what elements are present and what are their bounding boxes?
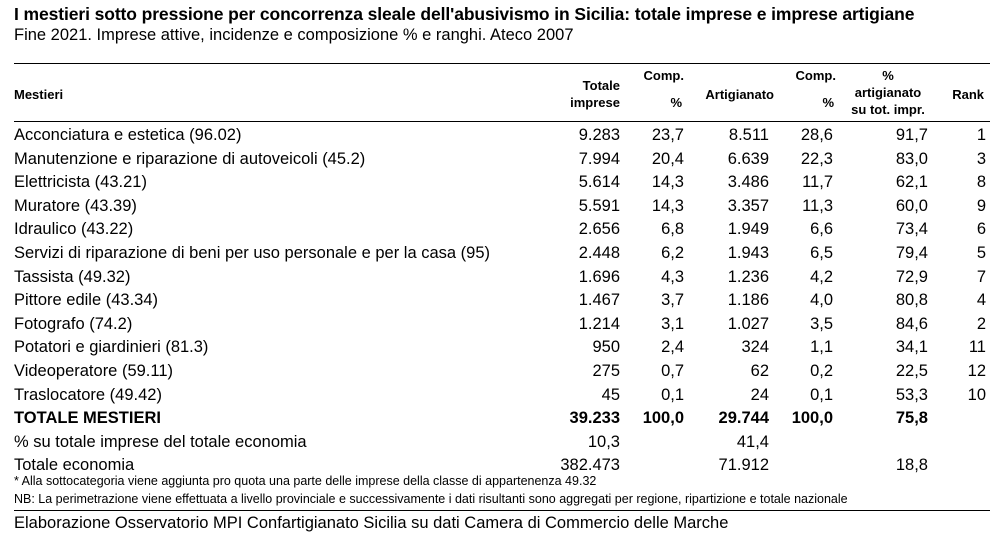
table-body xyxy=(14,124,990,478)
pct-artigianato-cell: 79,4 xyxy=(895,243,928,262)
pct-artigianato-cell: 73,4 xyxy=(895,220,928,239)
totale-imprese-cell: 1.214 xyxy=(578,314,620,333)
comp-artigianato-pct-cell: 28,6 xyxy=(800,126,833,144)
mestiere-cell: Fotografo (74.2) xyxy=(14,314,133,333)
rank-cell: 9 xyxy=(976,196,986,215)
mestiere-cell: Acconciatura e estetica (96.02) xyxy=(14,126,242,144)
table-row xyxy=(14,242,990,266)
totale-imprese-cell: 9.283 xyxy=(578,126,620,144)
totale-imprese-cell: 950 xyxy=(592,338,620,357)
header-mestieri: Mestieri xyxy=(14,87,64,102)
pct-artigianato-cell: 22,5 xyxy=(895,361,928,380)
table-row xyxy=(14,431,990,455)
table-subtitle: Fine 2021. Imprese attive, incidenze e composizione % e ranghi. Ateco 2007 xyxy=(14,26,574,44)
totale-imprese-cell: 1.696 xyxy=(578,267,620,286)
header-bottom-rule xyxy=(14,121,990,122)
mestiere-cell: Servizi di riparazione di beni per uso personale e per la casa (95) xyxy=(14,243,491,262)
rank-cell: 8 xyxy=(976,173,986,192)
table-row xyxy=(14,384,990,408)
pct-artigianato-cell: 34,1 xyxy=(895,338,928,357)
table-row xyxy=(14,336,990,360)
table-row xyxy=(14,195,990,219)
rank-cell: 3 xyxy=(976,149,986,168)
mestiere-cell: TOTALE MESTIERI xyxy=(14,409,161,428)
comp-pct-cell: 100,0 xyxy=(642,409,684,428)
comp-pct-cell: 0,1 xyxy=(661,385,684,404)
header-artigianato: Artigianato xyxy=(705,87,774,102)
mestiere-cell: Potatori e giardinieri (81.3) xyxy=(14,338,209,357)
rank-cell: 11 xyxy=(968,338,986,357)
comp-artigianato-pct-cell: 0,2 xyxy=(810,361,833,380)
artigianato-cell: 1.027 xyxy=(727,314,769,333)
comp-artigianato-pct-cell: 6,5 xyxy=(810,243,833,262)
table-row xyxy=(14,360,990,384)
table-row-total xyxy=(14,407,990,431)
comp-pct-cell: 14,3 xyxy=(651,196,684,215)
header-totale-line2: imprese xyxy=(570,95,620,110)
comp-artigianato-pct-cell: 6,6 xyxy=(810,220,833,239)
artigianato-cell: 71.912 xyxy=(718,456,769,475)
rank-cell: 7 xyxy=(976,267,986,286)
pct-artigianato-cell: 91,7 xyxy=(895,126,928,144)
footnote-perimetrazione: NB: La perimetrazione viene effettuata a livello provinciale e successivamente i dati risultanti sono aggregati per regione, ripartizione e totale nazionale xyxy=(14,492,848,506)
comp-artigianato-pct-cell: 11,7 xyxy=(802,173,833,192)
mestiere-cell: Muratore (43.39) xyxy=(14,196,137,215)
comp-pct-cell: 14,3 xyxy=(651,173,684,192)
comp-artigianato-pct-cell: 3,5 xyxy=(810,314,833,333)
totale-imprese-cell: 7.994 xyxy=(578,149,620,168)
mestiere-cell: % su totale imprese del totale economia xyxy=(14,432,307,451)
comp-pct-cell: 6,8 xyxy=(661,220,684,239)
comp-pct-cell: 23,7 xyxy=(651,126,684,144)
header-comp-line2: % xyxy=(670,95,682,110)
comp-artigianato-pct-cell: 100,0 xyxy=(791,409,833,428)
comp-artigianato-pct-cell: 4,2 xyxy=(810,267,833,286)
totale-imprese-cell: 275 xyxy=(592,361,620,380)
comp-pct-cell: 3,7 xyxy=(661,291,684,310)
comp-artigianato-pct-cell: 0,1 xyxy=(810,385,833,404)
comp-artigianato-pct-cell: 22,3 xyxy=(800,149,833,168)
mestiere-cell: Totale economia xyxy=(14,456,135,475)
comp-artigianato-pct-cell: 11,3 xyxy=(802,196,833,215)
mestiere-cell: Manutenzione e riparazione di autoveicoli (45.2) xyxy=(14,149,366,168)
totale-imprese-cell: 5.614 xyxy=(578,173,620,192)
mestiere-cell: Pittore edile (43.34) xyxy=(14,291,158,310)
table-title: I mestieri sotto pressione per concorrenza sleale dell'abusivismo in Sicilia: totale imprese e imprese artigiane xyxy=(14,4,915,24)
totale-imprese-cell: 2.656 xyxy=(578,220,620,239)
header-pct-line2: artigianato xyxy=(854,85,922,100)
totale-imprese-cell: 5.591 xyxy=(578,196,620,215)
artigianato-cell: 324 xyxy=(741,338,769,357)
footnote-sottocategoria: * Alla sottocategoria viene aggiunta pro quota una parte delle imprese della classe di appartenenza 49.32 xyxy=(14,474,597,488)
artigianato-cell: 41,4 xyxy=(736,432,769,451)
totale-imprese-cell: 2.448 xyxy=(578,243,620,262)
header-pct-line1: % xyxy=(882,68,894,83)
rank-cell: 6 xyxy=(976,220,986,239)
artigianato-cell: 1.943 xyxy=(727,243,769,262)
comp-artigianato-pct-cell: 4,0 xyxy=(810,291,833,310)
artigianato-cell: 3.486 xyxy=(727,173,769,192)
mestiere-cell: Traslocatore (49.42) xyxy=(14,385,162,404)
comp-pct-cell: 6,2 xyxy=(661,243,684,262)
rank-cell: 1 xyxy=(976,126,986,144)
comp-pct-cell: 4,3 xyxy=(661,267,684,286)
pct-artigianato-cell: 80,8 xyxy=(895,291,928,310)
header-comp2-line2: % xyxy=(822,95,834,110)
header-comp-line1: Comp. xyxy=(643,68,684,83)
rank-cell: 12 xyxy=(967,361,986,380)
header-rank: Rank xyxy=(952,87,984,102)
rank-cell: 4 xyxy=(976,291,986,310)
rank-cell: 5 xyxy=(976,243,986,262)
comp-pct-cell: 0,7 xyxy=(661,361,684,380)
pct-artigianato-cell: 18,8 xyxy=(895,456,928,475)
artigianato-cell: 3.357 xyxy=(727,196,769,215)
table-row xyxy=(14,266,990,290)
artigianato-cell: 1.186 xyxy=(727,291,769,310)
totale-imprese-cell: 39.233 xyxy=(569,409,620,428)
artigianato-cell: 29.744 xyxy=(718,409,769,428)
header-pct-line3: su tot. impr. xyxy=(851,102,925,117)
totale-imprese-cell: 1.467 xyxy=(578,291,620,310)
pct-artigianato-cell: 62,1 xyxy=(895,173,928,192)
artigianato-cell: 24 xyxy=(750,385,769,404)
header-totale-line1: Totale xyxy=(582,78,620,93)
table-row xyxy=(14,171,990,195)
artigianato-cell: 62 xyxy=(750,361,769,380)
table-row xyxy=(14,313,990,337)
artigianato-cell: 1.949 xyxy=(727,220,769,239)
header-comp2-line1: Comp. xyxy=(795,68,836,83)
rank-cell: 10 xyxy=(967,385,986,404)
pct-artigianato-cell: 84,6 xyxy=(895,314,928,333)
table-row xyxy=(14,148,990,172)
rank-cell: 2 xyxy=(976,314,986,333)
comp-pct-cell: 20,4 xyxy=(651,149,684,168)
totale-imprese-cell: 45 xyxy=(601,385,620,404)
mestiere-cell: Idraulico (43.22) xyxy=(14,220,134,239)
artigianato-cell: 1.236 xyxy=(727,267,769,286)
artigianato-cell: 6.639 xyxy=(727,149,769,168)
artigianato-cell: 8.511 xyxy=(728,126,769,144)
header-top-rule xyxy=(14,63,990,64)
pct-artigianato-cell: 83,0 xyxy=(895,149,928,168)
table-row xyxy=(14,124,990,148)
comp-pct-cell: 3,1 xyxy=(661,314,684,333)
mestiere-cell: Elettricista (43.21) xyxy=(14,173,147,192)
comp-artigianato-pct-cell: 1,1 xyxy=(810,338,833,357)
comp-pct-cell: 2,4 xyxy=(661,338,684,357)
mestiere-cell: Videoperatore (59.11) xyxy=(14,361,173,380)
mestiere-cell: Tassista (49.32) xyxy=(14,267,131,286)
pct-artigianato-cell: 75,8 xyxy=(895,409,928,428)
footer-rule xyxy=(14,510,990,511)
totale-imprese-cell: 382.473 xyxy=(560,456,620,475)
pct-artigianato-cell: 60,0 xyxy=(895,196,928,215)
table-row xyxy=(14,218,990,242)
pct-artigianato-cell: 72,9 xyxy=(895,267,928,286)
pct-artigianato-cell: 53,3 xyxy=(895,385,928,404)
totale-imprese-cell: 10,3 xyxy=(587,432,620,451)
source-note: Elaborazione Osservatorio MPI Confartigianato Sicilia su dati Camera di Commercio delle Marche xyxy=(14,514,729,532)
table-row xyxy=(14,289,990,313)
